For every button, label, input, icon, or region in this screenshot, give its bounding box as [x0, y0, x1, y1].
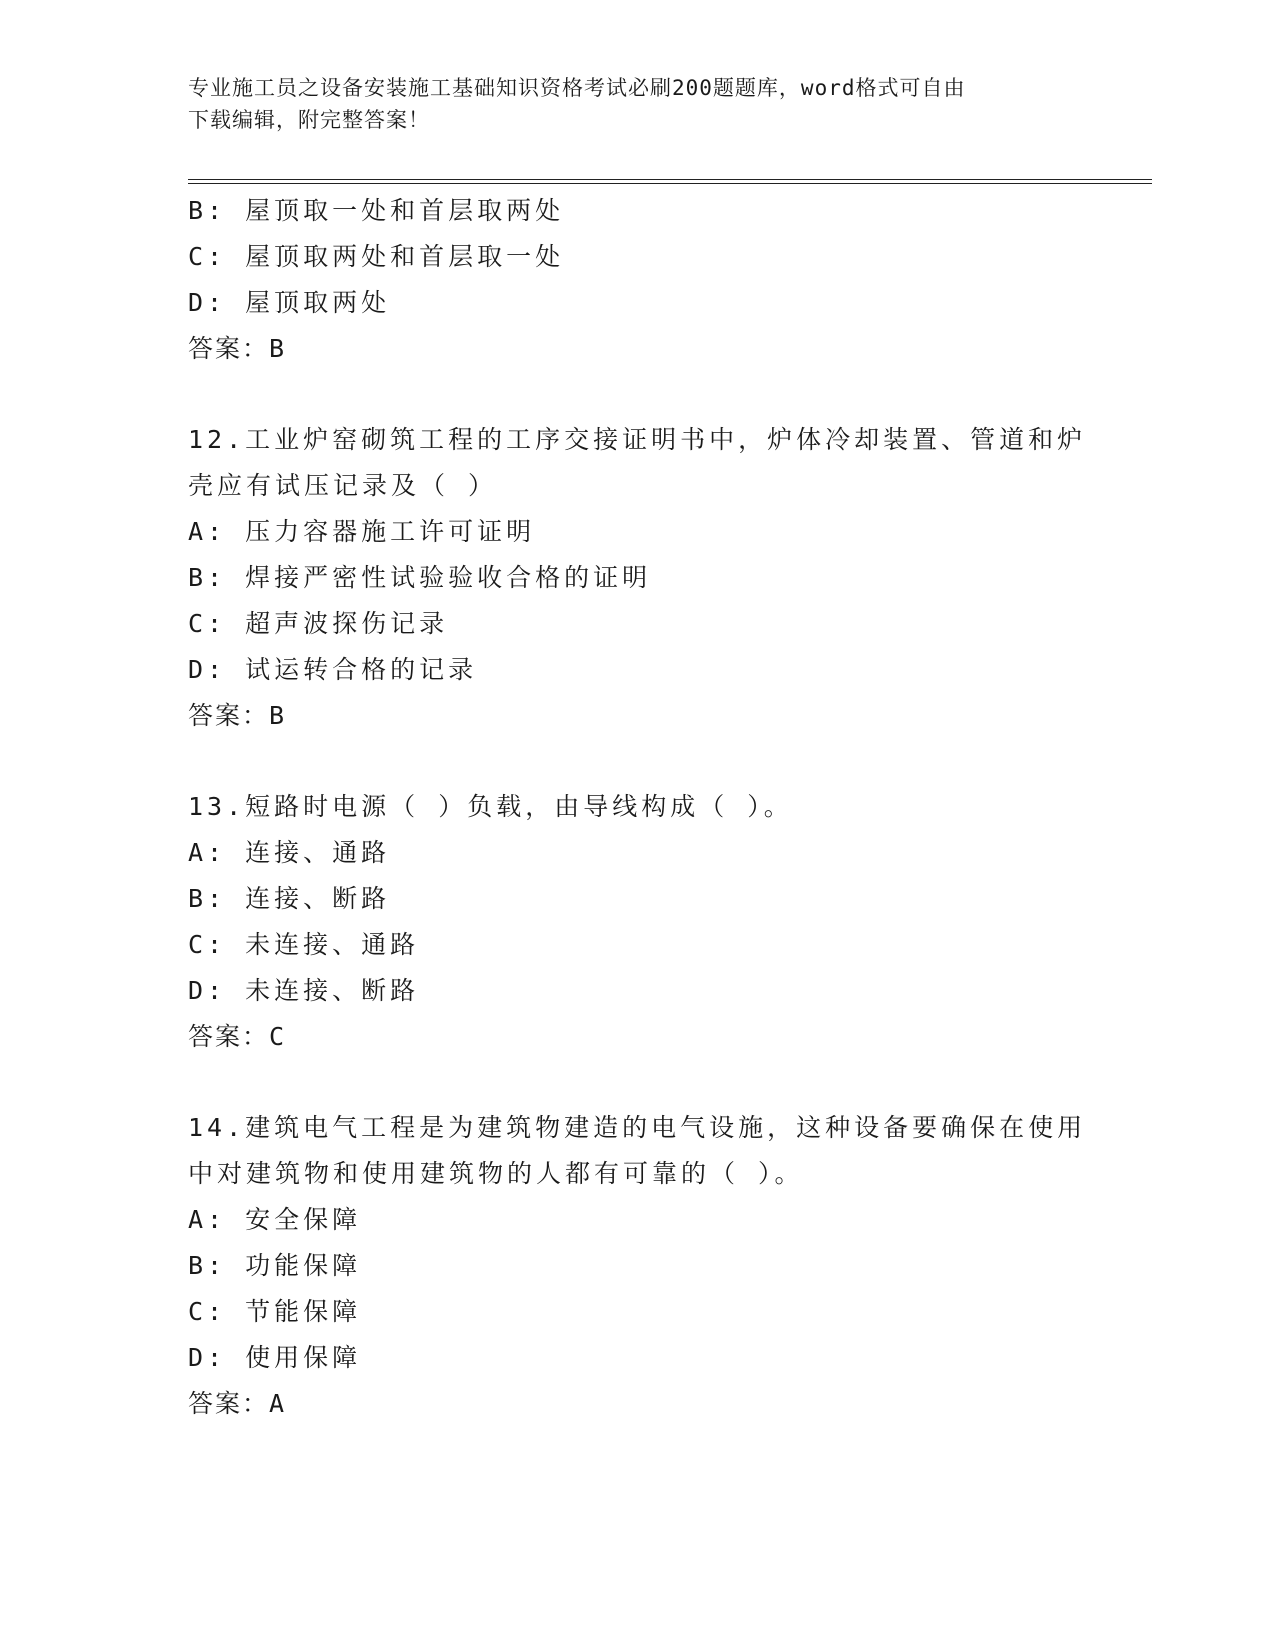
answer-line: 答案：C: [188, 1022, 287, 1051]
option-b: B: 功能保障: [188, 1251, 362, 1280]
answer-line: 答案：A: [188, 1389, 287, 1418]
question-stem: 13.短路时电源（ ）负载，由导线构成（ ）。: [188, 792, 793, 821]
option-c: C: 未连接、通路: [188, 930, 420, 959]
option-b: B: 连接、断路: [188, 884, 391, 913]
header-divider: [188, 183, 1152, 184]
option-d: D: 使用保障: [188, 1343, 362, 1372]
option-a: A: 安全保障: [188, 1205, 362, 1234]
question-stem: 中对建筑物和使用建筑物的人都有可靠的（ ）。: [188, 1159, 804, 1188]
option-c: C: 屋顶取两处和首层取一处: [188, 242, 565, 271]
option-c: C: 超声波探伤记录: [188, 609, 449, 638]
answer-line: 答案：B: [188, 701, 287, 730]
spacer: [188, 372, 1088, 417]
header-line: 专业施工员之设备安装施工基础知识资格考试必刷200题题库，word格式可自由: [188, 76, 966, 100]
question-13: [188, 784, 1088, 1060]
question-stem: 12.工业炉窑砌筑工程的工序交接证明书中，炉体冷却装置、管道和炉: [188, 425, 1087, 454]
previous-question-continuation: [188, 188, 1088, 372]
question-list: [188, 188, 1088, 1427]
option-d: D: 屋顶取两处: [188, 288, 391, 317]
spacer: [188, 739, 1088, 784]
option-b: B: 焊接严密性试验验收合格的证明: [188, 563, 652, 592]
option-d: D: 未连接、断路: [188, 976, 420, 1005]
option-a: A: 压力容器施工许可证明: [188, 517, 536, 546]
question-stem: 14.建筑电气工程是为建筑物建造的电气设施，这种设备要确保在使用: [188, 1113, 1087, 1142]
question-14: [188, 1105, 1088, 1427]
question-stem: 壳应有试压记录及（ ）: [188, 471, 498, 500]
option-a: A: 连接、通路: [188, 838, 391, 867]
option-d: D: 试运转合格的记录: [188, 655, 478, 684]
option-c: C: 节能保障: [188, 1297, 362, 1326]
header-line: 下载编辑，附完整答案！: [188, 108, 430, 132]
answer-line: 答案：B: [188, 334, 287, 363]
question-12: [188, 417, 1088, 739]
option-b: B: 屋顶取一处和首层取两处: [188, 196, 565, 225]
document-header: [188, 72, 1068, 136]
header-divider: [188, 179, 1152, 180]
spacer: [188, 1060, 1088, 1105]
